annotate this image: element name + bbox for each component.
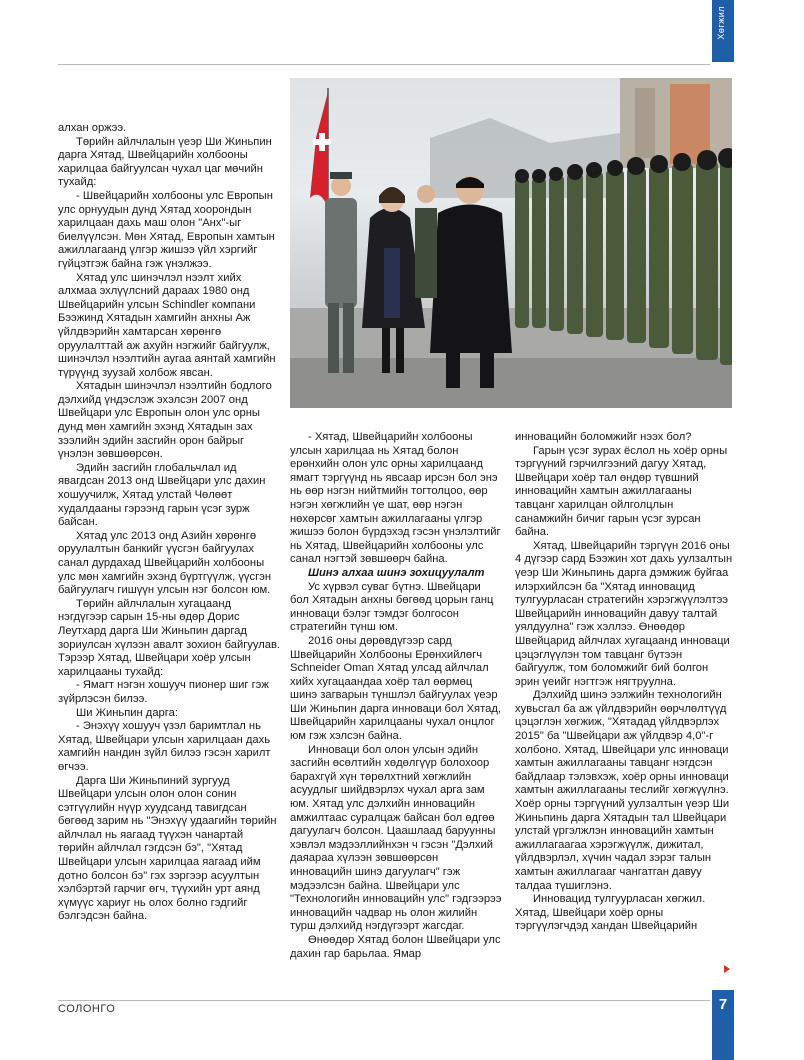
paragraph: - Хятад, Швейцарийн холбооны улсын харилцаа нь Хятад болон ерөнхийн олон улс орны харилцаанд ямагт тэргүүнд нь явсаар ирсэн бол энэ нь өөр нэгэн нийтмийн тогтолцоо, өөр нэгэн хөгжлийн үе шат, өөр нэгэн нөхөрсөг хамтын ажиллагааны үлгэр жишээ болон бүрдэхэд гэсэн үнэлэлтийг нь Хятад, Швейцарийн холбооны улс санал нэгтэй зөвшөөрч байна. — [290, 431, 501, 566]
photo-illustration — [290, 78, 732, 408]
continue-arrow-icon — [724, 965, 730, 973]
paragraph: инновацийн боломжийг нээх бол? — [515, 431, 692, 443]
paragraph: Хятад, Швейцарийн тэргүүн 2016 оны 4 дүгээр сард Бээжин хот дахь уулзалтын үеэр Ши Жиньпинь дарга дэмжиж буйгаа илэрхийлсэн ба "Хятад инновацид тулгуурласан стратегийн хэрэгжүүлэлтээ Швейцарийн инновацийн давуу талтай уялдуулна" гэж хэллээ. Өнөөдөр Швейцарид айлчлах хугацаанд инноваци цэцэглүүлэн том тавцанг бүтээн байгуулж, том боломжийг бий болгон эрин үеийг нэгтгэж нягтруулна. — [515, 539, 733, 688]
paragraph: алхан оржээ. — [58, 122, 127, 134]
paragraph: - Швейцарийн холбооны улс Европын улс орнуудын дунд Хятад хоорондын харилцаан дахь маш олон "Анх"-ыг биелүүлсэн. Мөн Хятад, Европын хамтын ажиллагаанд үлгэр жишээ үйл хэргийг гүйцэтгэж байна гэж үнэлжээ. — [58, 189, 275, 270]
paragraph: Ус хүрвэл суваг бүтнэ. Швейцари бол Хятадын анхны бөгөөд цорын ганц инноваци бэлэг тэмдэг болгосон стратегийн түнш юм. — [290, 580, 494, 634]
paragraph: Дарга Ши Жиньпиний зургууд Швейцари улсын олон олон сонин сэтгүүлийн нүүр хуудсанд тавигдсан бөгөөд зарим нь "Энэхүү удаагийн төрийн айлчлал нь яагаад түүхэн чанартай төрийн айлчлал гэгдсэн бэ", "Хятад Швейцари улсын харилцаа яагаад ийм дотно болсон бэ" гэх зэргээр асуултын хэлбэртэй гарчиг өгч, түүхийн урт аянд хүмүүс хариуг нь олох болно гэдгийг бэлгэдсэн байна. — [58, 774, 277, 923]
paragraph: Төрийн айлчлалын үеэр Ши Жиньпин дарга Хятад, Швейцарийн холбооны харилцаа байгуулсан чухал цаг мөчийн тухайд: — [58, 135, 272, 189]
paragraph: Ши Жиньпин дарга: — [76, 706, 178, 719]
paragraph: - Ямагт нэгэн хошууч пионер шиг гэж зүйрлэсэн билээ. — [58, 679, 269, 705]
paragraph: Өнөөдөр Хятад болон Швейцари улс дахин гар барьлаа. Ямар — [290, 933, 501, 960]
footer-rule — [58, 1000, 710, 1001]
paragraph: Эдийн засгийн глобальчлал ид явагдсан 2013 онд Швейцари улс дахин хошуучилж, Хятад улстай Чөлөөт худалдааны гэрээнд гарын үсэг зурж байсан. — [58, 461, 266, 529]
paragraph: 2016 оны дөрөвдүгээр сард Швейцарийн Холбооны Ерөнхийлөгч Schneider Oman Хятад улсад айлчлал хийх хугацаандаа хоёр тал өөрмөц шинэ загварын түншлэл байгуулах үеэр Ши Жиньпин дарга инноваци бол Хятад, Швейцарийн харилцааны чухал онцлог юм гэж хэлсэн байна. — [290, 634, 501, 743]
article-column-1 — [58, 122, 280, 924]
article-photo — [290, 78, 732, 408]
paragraph: Хятадын шинэчлэл нээлтийн бодлого дэлхийд үндэслэж эхэлсэн 2007 онд Швейцари улс Европын олон улс орны дунд мөн хамгийн эхэнд Хятадын зах зээлийн эдийн засгийн орон байрыг үнэлэн зөвшөөрсөн. — [58, 380, 272, 461]
magazine-name: СОЛОНГО — [58, 1003, 116, 1015]
section-heading: Шинэ алхаа шинэ зохицуулалт — [308, 566, 485, 579]
article-column-2 — [290, 431, 502, 961]
paragraph: Гарын үсэг зурах ёслол нь хоёр орны тэргүүний гэрчилгээний дагуу Хятад, Швейцари хоёр тал өндөр түвшний инновацийн хамтын ажиллагааны тавцанг харилцан ойлголцлын санамжийн бичиг гарын үсэг зурсан байна. — [515, 444, 728, 539]
paragraph: - Энэхүү хошууч үзэл баримтлал нь Хятад, Швейцари улсын харилцаан дахь хамгийн нандин зүйл билээ гэсэн харилт өгчээ. — [58, 720, 271, 773]
paragraph: Инноваци бол олон улсын эдийн засгийн өсөлтийн хөдөлгүүр болохоор барахгүй хүн төрөлхтний хөгжлийн асуудлыг шийдвэрлэх чухал арга зам юм. Хятад улс дэлхийн инновацийн амжилтаас суралцаж байсан бол өдгөө дагуулагч болсон. Цаашлаад баруунны хэвлэл мэдээллийнхэн ч гэсэн "Дэлхий даяараа хүлээн зөвшөөрсөн инновацийн шинэ дагуулагч" гэж мэдээлсэн байна. Швейцари улс "Технологийн инновацийн улс" гэдгээрээ инновацийн чадвар нь олон жилийн турш дэлхийд нэгдүгээрт жагсдаг. — [290, 743, 502, 933]
article-column-3 — [515, 431, 733, 934]
section-tab-label: Хөгжил — [716, 6, 726, 40]
header-rule — [58, 64, 710, 65]
paragraph: Дэлхийд шинэ ээлжийн технологийн хувьсгал ба аж үйлдвэрийн өөрчлөлтүүд цэцэглэн хөгжиж, "Хятадад үйлдвэрлэх 2015" ба "Швейцари аж үйлдвэр 4,0"-г холбоно. Хятад, Швейцари улс инноваци хамтын ажиллагааны тавцанг нэгдсэн байдлаар тэлэвхэж, хоёр орны инноваци хамтын ажиллагааны теслийг хөгжүүлнэ. Хоёр орны тэргүүний уулзалтын үеэр Ши Жиньпинь дарга Хятадын тал Швейцари улстай үргэлжлэн инновацийн хамтын ажиллагаагаа хэрэгжүүлж, дижитал, үйлдвэрлэл, хүчин чадал зэрэг талын хамтын ажиллагааг чангатган давуу талдаа түшиглэнэ. — [515, 689, 730, 892]
paragraph: Төрийн айлчлалын хугацаанд нэгдүгээр сарын 15-ны өдөр Дорис Леутхард дарга Ши Жиньпин даргад зориулсан хүлээн авалт зохион байгуулав. Тэрээр Хятад, Швейцари хоёр улсын харилцааны тухайд: — [58, 597, 281, 678]
paragraph: Инновацид тулгуурласан хөгжил. Хятад, Швейцари хоёр орны тэргүүлэгчдэд хандан Швейцарийн — [515, 893, 706, 933]
page-number: 7 — [718, 996, 728, 1013]
paragraph: Хятад улс шинэчлэл нээлт хийх алхмаа эхлүүлсний дараах 1980 онд Швейцарийн улсын Schindler компани Бээжинд Хятадын хамгийн анхны Аж үйлдвэрийн хамтарсан хөрөнгө оруулалттай аж ахуйн нэгжийг байгуулж, шинэчлэл нээлтийн аугаа аянтай хамгийн түрүүнд зуузай холбож явсан. — [58, 271, 276, 379]
section-tab — [712, 0, 734, 62]
paragraph: Хятад улс 2013 онд Азийн хөрөнгө оруулалтын банкийг үүсгэн байгуулах санал дурдахад Швейцарийн холбооны улс мөн хамгийн эхэнд бүртгүүлж, үүсгэн байгуулагч гишүүн улсын нэг болсон юм. — [58, 529, 272, 597]
